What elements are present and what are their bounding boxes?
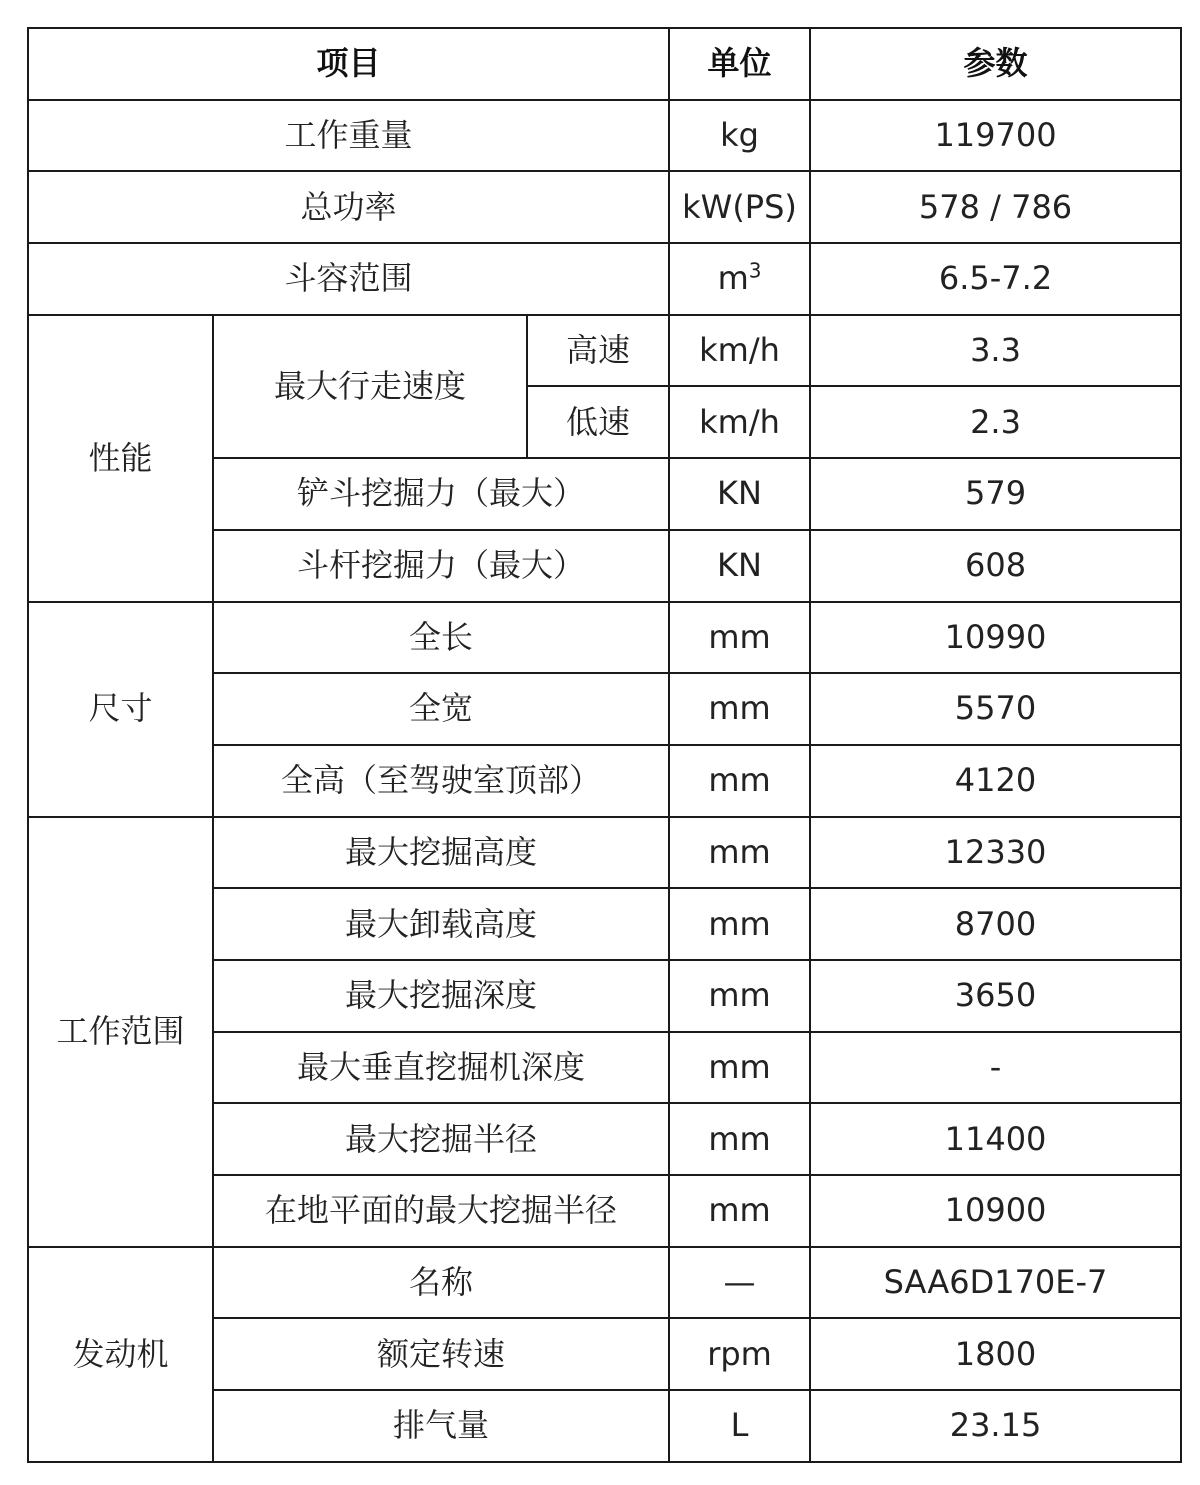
- row-label: 最大垂直挖掘机深度: [213, 1032, 669, 1104]
- row-unit: KN: [669, 458, 810, 530]
- row-unit: mm: [669, 602, 810, 674]
- row-label: 斗容范围: [28, 243, 669, 315]
- row-unit: mm: [669, 1103, 810, 1175]
- row-label: 总功率: [28, 171, 669, 243]
- row-label: 最大挖掘深度: [213, 960, 669, 1032]
- row-label: 名称: [213, 1247, 669, 1319]
- row-unit: kg: [669, 100, 810, 172]
- unit-superscript: 3: [748, 258, 762, 283]
- header-item: 项目: [28, 28, 669, 100]
- row-unit: rpm: [669, 1318, 810, 1390]
- row-value: 10990: [810, 602, 1181, 674]
- row-value: 608: [810, 530, 1181, 602]
- row-unit: KN: [669, 530, 810, 602]
- row-value: 23.15: [810, 1390, 1181, 1462]
- row-label: 最大卸载高度: [213, 888, 669, 960]
- row-unit: [669, 243, 810, 315]
- row-value: 578 / 786: [810, 171, 1181, 243]
- row-value: 12330: [810, 817, 1181, 889]
- row-unit: mm: [669, 745, 810, 817]
- row-value: 8700: [810, 888, 1181, 960]
- row-value: 10900: [810, 1175, 1181, 1247]
- row-unit: mm: [669, 1175, 810, 1247]
- row-unit: mm: [669, 960, 810, 1032]
- row-label: 在地平面的最大挖掘半径: [213, 1175, 669, 1247]
- spec-table: [27, 27, 1182, 1463]
- row-unit: km/h: [669, 315, 810, 387]
- row-label: 铲斗挖掘力（最大）: [213, 458, 669, 530]
- header-param: 参数: [810, 28, 1181, 100]
- row-unit: mm: [669, 1032, 810, 1104]
- row-value: 579: [810, 458, 1181, 530]
- row-unit: km/h: [669, 386, 810, 458]
- group-label-performance: 性能: [28, 315, 213, 602]
- table-row: [28, 817, 1181, 889]
- row-value: -: [810, 1032, 1181, 1104]
- travel-speed-label: 最大行走速度: [213, 315, 527, 458]
- header-unit: 单位: [669, 28, 810, 100]
- table-row: [28, 602, 1181, 674]
- row-value: SAA6D170E-7: [810, 1247, 1181, 1319]
- row-label: 最大挖掘半径: [213, 1103, 669, 1175]
- table-row: [28, 1247, 1181, 1319]
- row-unit: kW(PS): [669, 171, 810, 243]
- header-row: [28, 28, 1181, 100]
- row-label: 全宽: [213, 673, 669, 745]
- unit-base: m: [717, 259, 749, 298]
- row-value: 3650: [810, 960, 1181, 1032]
- row-value: 11400: [810, 1103, 1181, 1175]
- group-label-dimensions: 尺寸: [28, 602, 213, 817]
- table-row: [28, 315, 1181, 387]
- row-label: 全高（至驾驶室顶部）: [213, 745, 669, 817]
- row-unit: L: [669, 1390, 810, 1462]
- row-value: 1800: [810, 1318, 1181, 1390]
- row-label: 最大挖掘高度: [213, 817, 669, 889]
- row-unit: —: [669, 1247, 810, 1319]
- sub-label-low: 低速: [527, 386, 669, 458]
- row-value: 2.3: [810, 386, 1181, 458]
- row-unit: mm: [669, 673, 810, 745]
- row-label: 全长: [213, 602, 669, 674]
- row-label: 排气量: [213, 1390, 669, 1462]
- sub-label-high: 高速: [527, 315, 669, 387]
- row-label: 斗杆挖掘力（最大）: [213, 530, 669, 602]
- row-value: 6.5-7.2: [810, 243, 1181, 315]
- table-row: [28, 100, 1181, 172]
- row-unit: mm: [669, 817, 810, 889]
- group-label-engine: 发动机: [28, 1247, 213, 1462]
- group-label-working-range: 工作范围: [28, 817, 213, 1247]
- row-value: 119700: [810, 100, 1181, 172]
- table-row: [28, 171, 1181, 243]
- row-value: 5570: [810, 673, 1181, 745]
- row-value: 4120: [810, 745, 1181, 817]
- row-label: 额定转速: [213, 1318, 669, 1390]
- row-label: 工作重量: [28, 100, 669, 172]
- row-unit: mm: [669, 888, 810, 960]
- row-value: 3.3: [810, 315, 1181, 387]
- table-row: [28, 243, 1181, 315]
